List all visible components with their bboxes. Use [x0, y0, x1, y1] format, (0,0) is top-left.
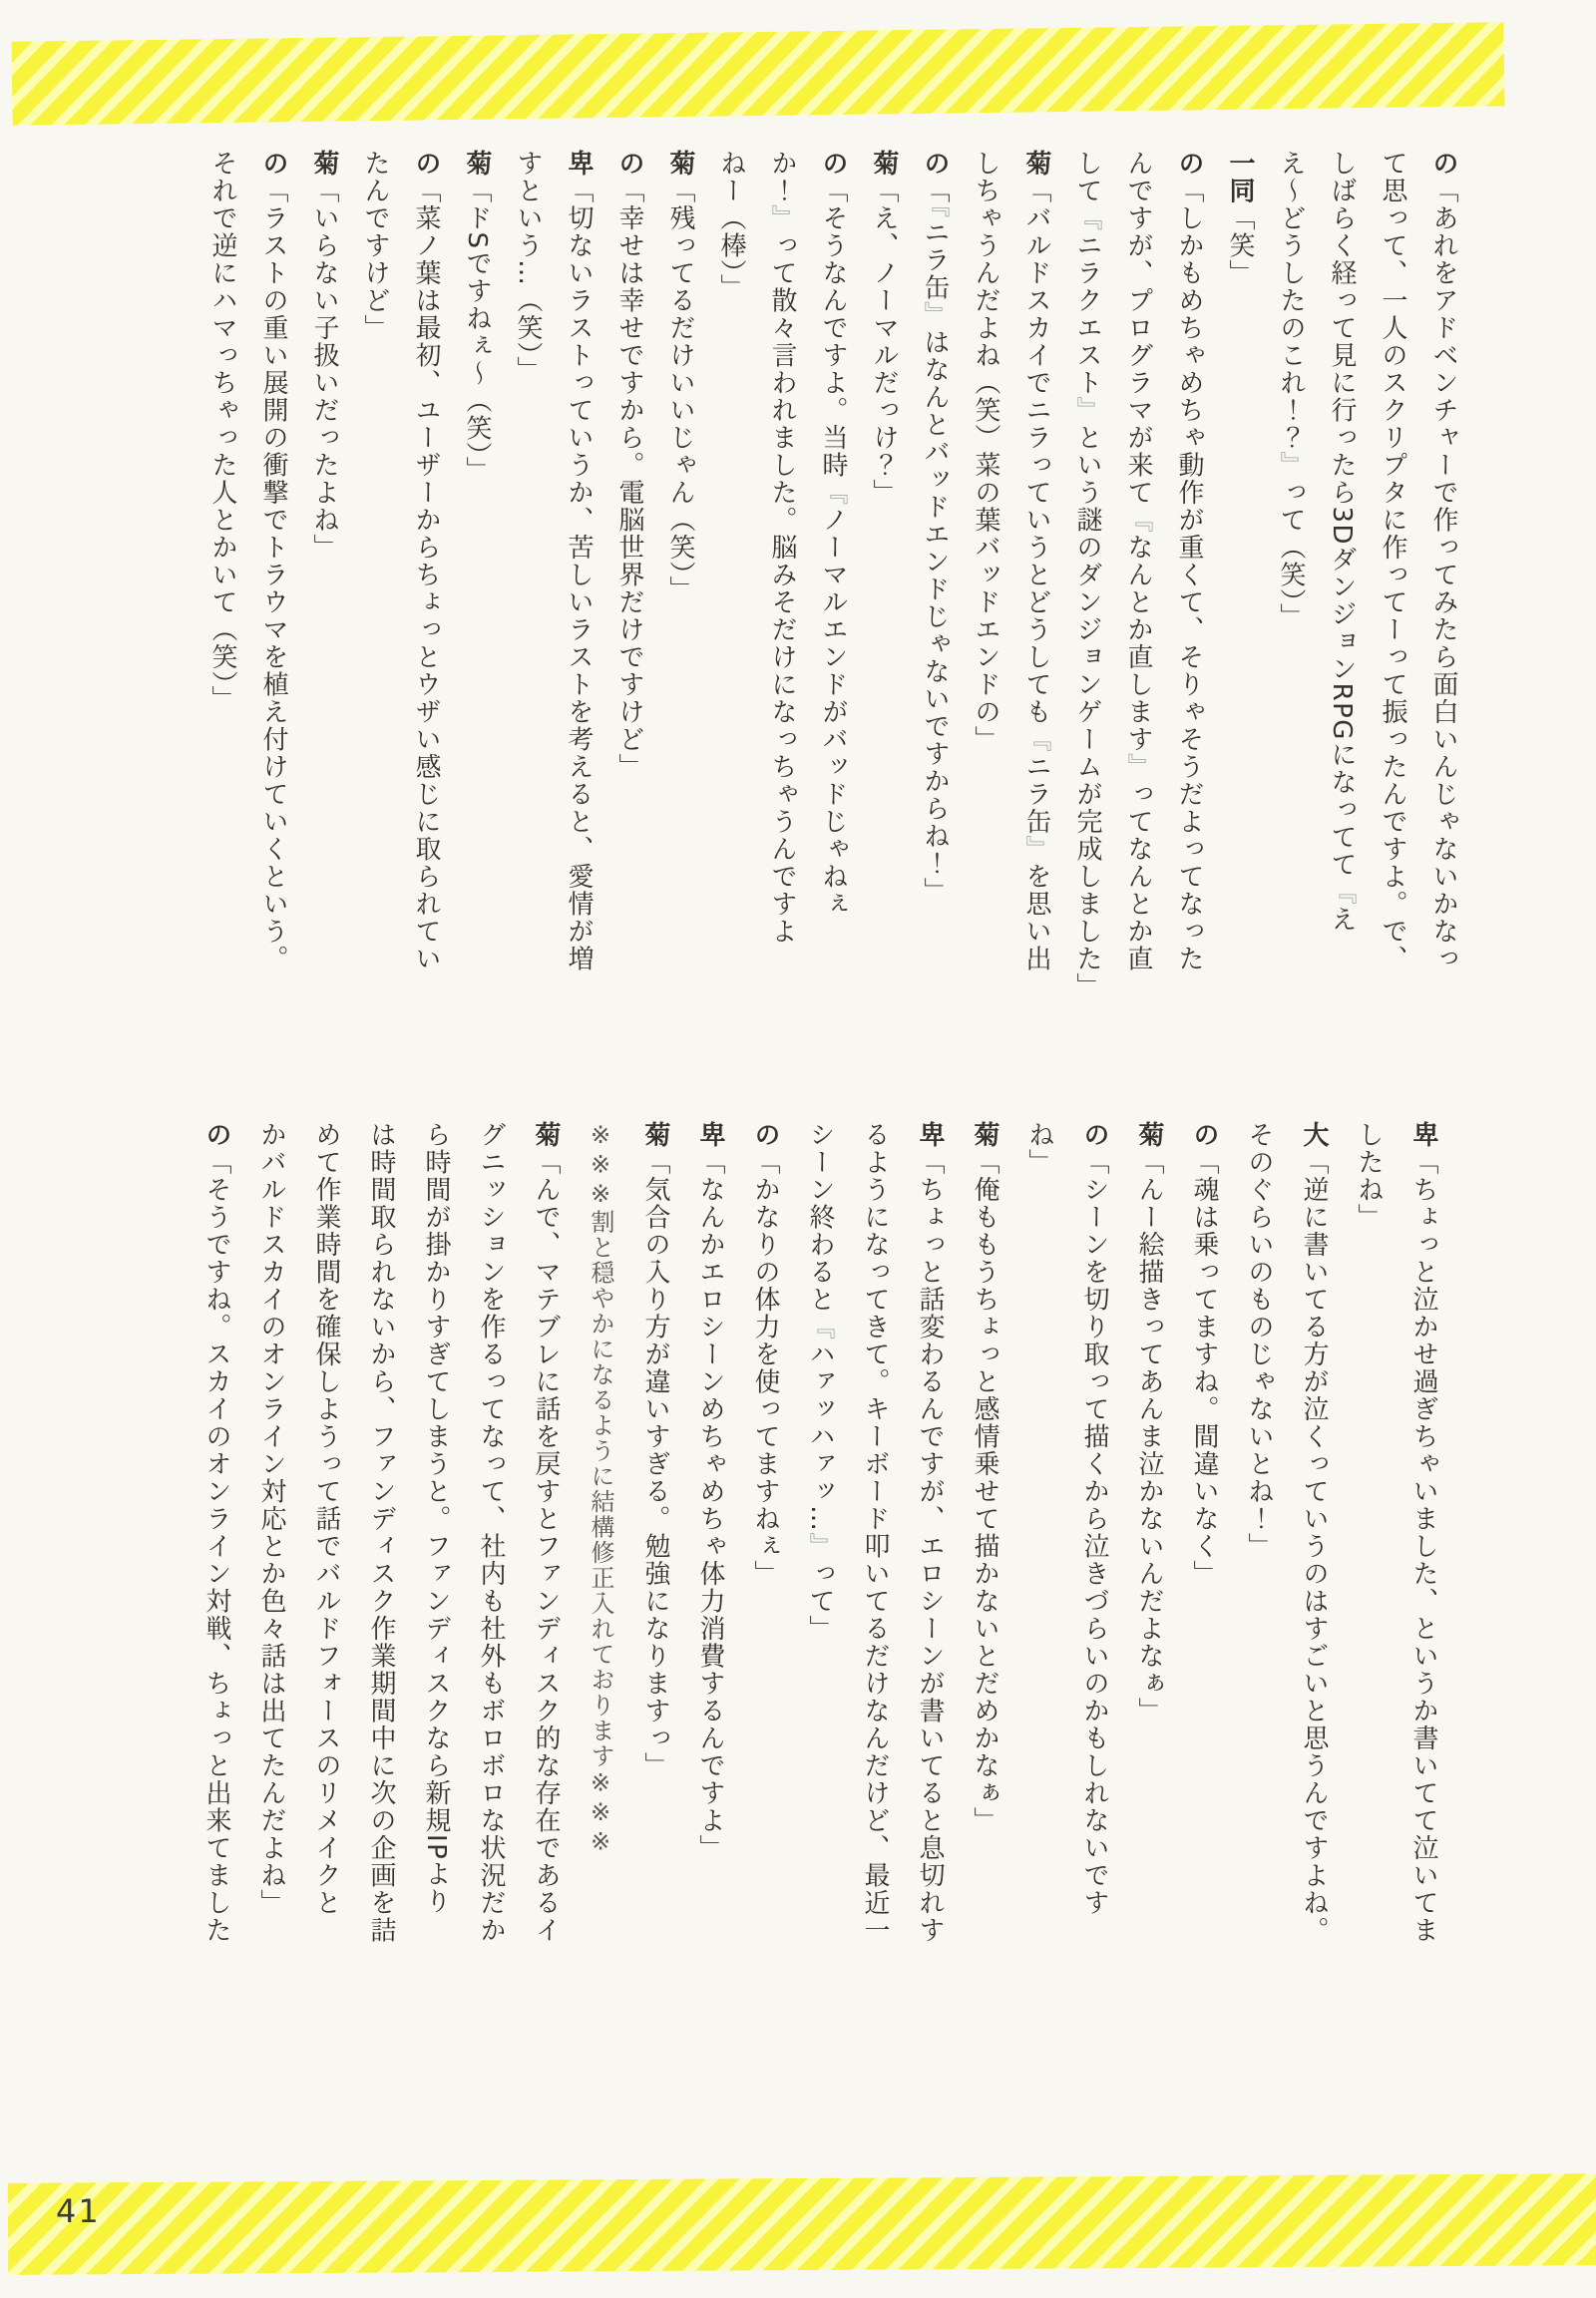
dialogue-column [422, 1121, 449, 1981]
dialogue-text: 「ちょっと泣かせ過ぎちゃいました、というか書いてて泣いてま [1408, 1148, 1438, 1944]
dialogue-text: して『ニラクエスト』という謎のダンジョンゲームが完成しました」 [1072, 150, 1102, 1000]
dialogue-text: 「そうですね。スカイのオンライン対戦、ちょっと出来てました [201, 1148, 231, 1944]
speaker-label: 卑 [564, 150, 594, 178]
speaker-label: の [411, 150, 441, 178]
dialogue-text: 「幸せは幸せですから。電脳世界だけですけど」 [614, 177, 644, 781]
dialogue-column [208, 150, 235, 1009]
speaker-label: 菊 [531, 1121, 561, 1149]
dialogue-column [1300, 1121, 1327, 1981]
dialogue-text: 「そうなんですよ。当時『ノーマルエンドがバッドじゃねぇ [818, 177, 848, 918]
dialogue-text: シーン終わると『ハァッハァッ…』って」 [805, 1121, 835, 1643]
dialogue-text: 「俺ももうちょっと感情乗せて描かないとだめかなぁ」 [970, 1148, 999, 1834]
title-quote-mark: 『 [920, 204, 950, 219]
dialogue-column [310, 150, 337, 1009]
speaker-label: 大 [1299, 1121, 1329, 1149]
title-quote-mark: 『 [805, 1313, 835, 1340]
dialogue-text: 「気合の入り方が違いすぎる。勉強になりますっ」 [640, 1148, 670, 1779]
title-quote-mark: 『 [818, 479, 848, 507]
speaker-label: の [750, 1121, 780, 1149]
dialogue-column [1328, 150, 1355, 1009]
dialogue-column [861, 1121, 888, 1981]
speaker-label: の [614, 150, 644, 178]
dialogue-column [1277, 150, 1304, 1009]
dialogue-column [1409, 1121, 1436, 1981]
dialogue-column [1124, 150, 1151, 1009]
dialogue-text: グニッションを作るってなって、社内も社外もボロボロな状況だか [476, 1121, 506, 1944]
dialogue-column [1226, 150, 1253, 1009]
dialogue-text: 「え、ノーマルだっけ？」 [869, 177, 899, 507]
speaker-label: 菊 [462, 150, 492, 178]
speaker-label: 卑 [1408, 1121, 1438, 1149]
title-quote-mark: 』 [920, 301, 950, 329]
dialogue-text: 「残ってるだけいいじゃん（笑）」 [665, 177, 695, 603]
title-quote-mark: 』 [805, 1532, 835, 1560]
title-quote-mark: 『 [1123, 506, 1153, 534]
dialogue-column [532, 1121, 559, 1981]
dialogue-column [514, 150, 541, 1009]
dialogue-text: 「ドSですねぇ〜（笑）」 [462, 177, 492, 485]
dialogue-text: ※※※割と穏やかになるように結構修正入れております※※※ [587, 1121, 614, 1857]
dialogue-text: 「切ないラストっていうか、苦しいラストを考えると、愛情が増 [564, 177, 594, 972]
dialogue-column [806, 1121, 833, 1981]
speaker-label: 菊 [640, 1121, 670, 1149]
dialogue-text: ね」 [1024, 1121, 1054, 1176]
dialogue-text: 「笑」 [1225, 204, 1255, 287]
dialogue-column [819, 150, 846, 1009]
dialogue-column [1355, 1121, 1382, 1981]
title-quote-mark: 『 [1021, 725, 1051, 753]
dialogue-column [367, 1121, 394, 1981]
dialogue-text: すという…（笑）」 [513, 150, 543, 384]
dialogue-column [412, 150, 439, 1009]
upper-dialogue-block [185, 150, 1456, 1009]
dialogue-text: 「しかもめちゃめちゃ動作が重くて、そりゃそうだよってなった [1174, 177, 1204, 972]
speaker-label: の [1189, 1121, 1219, 1149]
dialogue-column [717, 150, 744, 1009]
dialogue-column [463, 150, 490, 1009]
top-stripe-bar [12, 22, 1505, 126]
speaker-label: 卑 [915, 1121, 945, 1149]
speaker-label: 菊 [970, 1121, 999, 1149]
dialogue-column [202, 1121, 229, 1981]
dialogue-column [768, 150, 795, 1009]
speaker-label: 卑 [695, 1121, 725, 1149]
dialogue-text: 「バルドスカイでニラっていうとどうしても『ニラ缶』を思い出 [1021, 177, 1051, 972]
dialogue-text: んですが、プログラマが来て『なんとか直します』ってなんとか直 [1123, 150, 1153, 972]
dialogue-text: 「んで、マテブレに話を戻すとファンディスク的な存在であるイ [531, 1148, 561, 1944]
lower-dialogue-block [175, 1121, 1436, 1981]
dialogue-text: は時間取られないから、ファンディスク作業期間中に次の企画を詰 [366, 1121, 396, 1944]
speaker-label: の [258, 150, 288, 178]
speaker-label: の [920, 150, 950, 178]
dialogue-column [1135, 1121, 1162, 1981]
dialogue-column [477, 1121, 504, 1981]
dialogue-text: て思って、一人のスクリプタに作ってーって振ったんですよ。で、 [1378, 150, 1407, 972]
dialogue-text: 「いらない子扱いだったよね」 [309, 177, 339, 562]
dialogue-text: たんですけど」 [360, 150, 390, 342]
dialogue-text: しちゃうんだよね（笑）菜の葉バッドエンドの」 [971, 150, 1000, 753]
dialogue-column [312, 1121, 339, 1981]
speaker-label: の [1174, 150, 1204, 178]
dialogue-text: 「かなりの体力を使ってますねぇ」 [750, 1148, 780, 1588]
dialogue-text: ねー（棒）」 [716, 150, 746, 301]
dialogue-column [259, 150, 286, 1009]
dialogue-column [1175, 150, 1202, 1009]
dialogue-text: 「ラストの重い展開の衝撃でトラウマを植え付けていくという。 [258, 177, 288, 972]
dialogue-column [1073, 150, 1100, 1009]
dialogue-text: るようになってきて。キーボード叩いてるだけなんだけど、最近一 [860, 1121, 890, 1944]
dialogue-column [257, 1121, 284, 1981]
dialogue-text: したね」 [1354, 1121, 1384, 1231]
dialogue-text: しばらく経って見に行ったら3DダンジョンRPGになってて『え [1327, 150, 1357, 934]
dialogue-text: かバルドスカイのオンライン対応とか色々話は出てたんだよね」 [256, 1121, 286, 1917]
bottom-stripe-bar [8, 2173, 1596, 2275]
dialogue-column [1080, 1121, 1107, 1981]
dialogue-text: 「菜ノ葉は最初、ユーザーからちょっとウザい感じに取られてい [411, 177, 441, 972]
title-quote-mark: 『 [1072, 204, 1102, 232]
speaker-label: 菊 [869, 150, 899, 178]
dialogue-text: 「シーンを切り取って描くから泣きづらいのかもしれないです [1079, 1148, 1109, 1917]
dialogue-text: 「なんかエロシーンめちゃめちゃ体力消費するんですよ」 [695, 1148, 725, 1862]
speaker-label: 菊 [665, 150, 695, 178]
dialogue-text: か！』って散々言われました。脳みそだけになっちゃうんですよ [767, 150, 797, 946]
dialogue-text: 「魂は乗ってますね。間違いなく」 [1189, 1148, 1219, 1588]
title-quote-mark: 』 [767, 204, 797, 232]
dialogue-text: 「あれをアドベンチャーで作ってみたら面白いんじゃないかなっ [1428, 177, 1458, 972]
speaker-label: の [201, 1121, 231, 1149]
dialogue-column [1025, 1121, 1052, 1981]
dialogue-text: 「『ニラ缶』はなんとバッドエンドじゃないですからね！」 [920, 177, 950, 905]
dialogue-column [751, 1121, 778, 1981]
dialogue-column [565, 150, 592, 1009]
dialogue-text: 「ちょっと話変わるんですが、エロシーンが書いてると息切れす [915, 1148, 945, 1944]
speaker-label: の [1079, 1121, 1109, 1149]
dialogue-column [921, 150, 948, 1009]
dialogue-column [1245, 1121, 1272, 1981]
dialogue-column [1379, 150, 1405, 1009]
speaker-label: 菊 [309, 150, 339, 178]
dialogue-column [972, 150, 998, 1009]
dialogue-text: めて作業時間を確保しようって話でバルドフォースのリメイクと [311, 1121, 341, 1917]
title-quote-mark: 』 [1123, 753, 1153, 781]
dialogue-text: 「んー絵描きってあんま泣かないんだよなぁ」 [1134, 1148, 1164, 1724]
dialogue-text: そのぐらいのものじゃないとね！」 [1244, 1121, 1274, 1560]
dialogue-column [870, 150, 897, 1009]
page-number: 41 [56, 2192, 101, 2230]
title-quote-mark: 『 [1327, 878, 1357, 906]
dialogue-column [641, 1121, 668, 1981]
dialogue-column [971, 1121, 998, 1981]
title-quote-mark: 』 [1276, 451, 1306, 479]
dialogue-text: それで逆にハマっちゃった人とかいて（笑）」 [207, 150, 237, 713]
dialogue-column [666, 150, 693, 1009]
dialogue-text: 「逆に書いてる方が泣くっていうのはすごいと思うんですよね。 [1299, 1148, 1329, 1944]
dialogue-column [916, 1121, 943, 1981]
dialogue-column [587, 1121, 613, 1981]
title-quote-mark: 』 [1072, 396, 1102, 424]
dialogue-column [1190, 1121, 1217, 1981]
speaker-label: の [818, 150, 848, 178]
dialogue-column [361, 150, 388, 1009]
speaker-label: 一同 [1225, 150, 1255, 204]
title-quote-mark: 』 [1021, 835, 1051, 863]
dialogue-column [1429, 150, 1456, 1009]
dialogue-text: え〜どうしたのこれ！？』って（笑）」 [1276, 150, 1306, 630]
speaker-label: 菊 [1021, 150, 1051, 178]
speaker-label: の [1428, 150, 1458, 178]
dialogue-column [615, 150, 642, 1009]
dialogue-text: ら時間が掛かりすぎてしまうと。ファンディスクなら新規IPより [421, 1121, 451, 1916]
speaker-label: 菊 [1134, 1121, 1164, 1149]
dialogue-column [696, 1121, 723, 1981]
dialogue-column [1022, 150, 1049, 1009]
